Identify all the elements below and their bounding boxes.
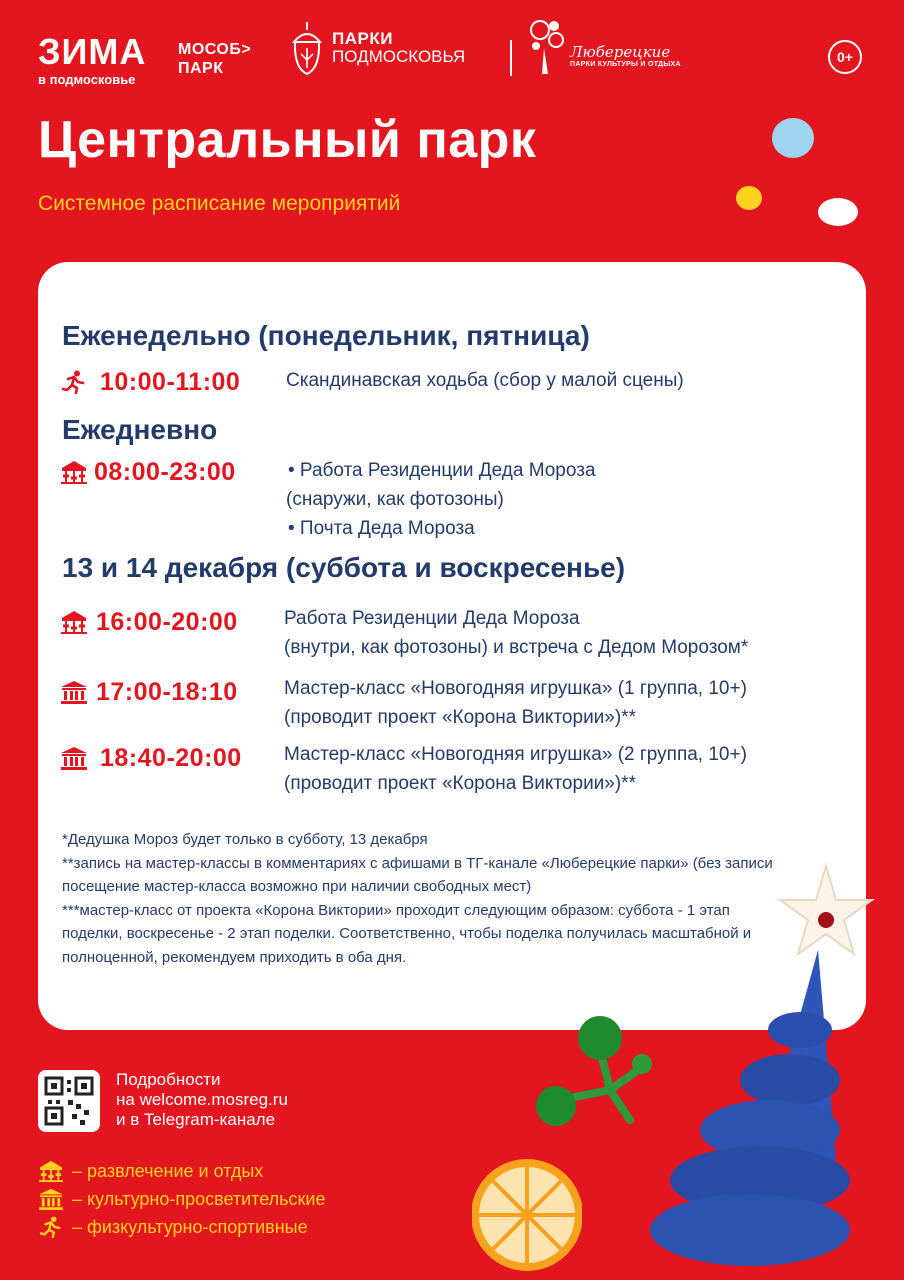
event-description <box>284 604 748 662</box>
event-description <box>284 740 747 798</box>
qr-code[interactable] <box>38 1070 100 1132</box>
section-weekend-heading: 13 и 14 декабря (суббота и воскресенье) <box>62 552 626 583</box>
details-link[interactable]: на welcome.mosreg.ru <box>116 1090 288 1109</box>
legend-label: – развлечение и отдых <box>72 1160 264 1181</box>
details-line: и в Telegram-канале <box>116 1110 276 1129</box>
qr-code-icon <box>38 1070 100 1132</box>
parki-podmoskovya-logo <box>290 20 465 76</box>
event-description <box>286 366 684 395</box>
details-line: Подробности <box>116 1070 221 1089</box>
event-description <box>284 674 747 732</box>
lyubertsy-logo-subtitle: ПАРКИ КУЛЬТУРЫ И ОТДЫХА <box>570 61 681 68</box>
event-description-line: (проводит проект «Корона Виктории»)** <box>284 707 636 728</box>
decor-dot <box>772 118 814 158</box>
zima-logo-title: ЗИМА <box>38 31 147 72</box>
zima-logo-subtitle: в подмосковье <box>38 72 136 87</box>
event-description-line: Скандинавская ходьба (сбор у малой сцены) <box>286 370 684 391</box>
acorn-icon <box>290 20 324 76</box>
event-time: 16:00-20:00 <box>96 608 238 636</box>
decor-dot <box>736 186 762 210</box>
section-daily-heading: Ежедневно <box>62 414 218 445</box>
museum-icon <box>38 1188 64 1210</box>
legend-item-sport <box>38 1216 308 1238</box>
zima-logo <box>38 31 147 87</box>
legend-label: – физкультурно-спортивные <box>72 1216 308 1237</box>
event-description <box>286 456 596 543</box>
carousel-icon <box>60 460 88 484</box>
footnote: ***мастер-класс от проекта «Корона Виктории» проходит следующим образом: суббота - 1 этап поделки, воскресенье - 2 этап поделки. Соответственно, чтобы поделка получилась масштабной и полноценной, рекомендуем приходить в оба дня. <box>62 901 752 966</box>
parki-logo-line2: ПОДМОСКОВЬЯ <box>332 47 466 66</box>
event-description-line: Мастер-класс «Новогодняя игрушка» (2 группа, 10+) <box>284 744 747 765</box>
event-description-line: • Работа Резиденции Деда Мороза <box>288 460 596 481</box>
logo-divider <box>510 40 512 76</box>
footnote: *Дедушка Мороз будет только в субботу, 13 декабря <box>62 831 428 848</box>
legend-item-cultural <box>38 1188 326 1210</box>
details-info <box>116 1070 288 1130</box>
runner-icon <box>60 370 88 394</box>
event-time: 17:00-18:10 <box>96 678 238 706</box>
orange-slice-decoration <box>472 1140 582 1280</box>
parki-logo-line1: ПАРКИ <box>332 29 393 48</box>
lyubertsy-parks-logo <box>526 18 681 74</box>
event-description-line: (проводит проект «Корона Виктории»)** <box>284 773 636 794</box>
decor-dot <box>818 198 858 226</box>
event-time: 18:40-20:00 <box>100 744 242 772</box>
museum-icon <box>60 680 88 704</box>
event-description-line: (снаружи, как фотозоны) <box>286 489 504 510</box>
mosobpark-logo-line2: ПАРК <box>178 60 224 77</box>
carousel-icon <box>60 610 88 634</box>
event-time: 10:00-11:00 <box>100 368 241 396</box>
age-rating-badge: 0+ <box>828 40 862 74</box>
christmas-tree-decoration <box>640 860 904 1280</box>
page-subtitle: Системное расписание мероприятий <box>38 192 401 215</box>
footnote: **запись на мастер-классы в комментариях с афишами в ТГ-канале «Люберецкие парки» (без записи посещение мастер-класса возможно при наличии свободных мест) <box>62 854 773 895</box>
museum-icon <box>60 746 88 770</box>
event-description-line: • Почта Деда Мороза <box>288 518 475 539</box>
legend-label: – культурно-просветительские <box>72 1188 326 1209</box>
runner-icon <box>38 1216 64 1238</box>
tree-icon <box>526 18 566 74</box>
page-title: Центральный парк <box>38 111 537 169</box>
carousel-icon <box>38 1160 64 1182</box>
mosobpark-logo-line1: МОСОБ> <box>178 41 252 58</box>
lyubertsy-logo-name: Люберецкие <box>570 43 671 61</box>
event-time: 08:00-23:00 <box>94 458 236 486</box>
legend-item-entertainment <box>38 1160 263 1182</box>
event-description-line: Работа Резиденции Деда Мороза <box>284 608 580 629</box>
berry-branch-decoration <box>520 1000 660 1140</box>
section-weekly-heading: Еженедельно (понедельник, пятница) <box>62 320 590 351</box>
event-description-line: (внутри, как фотозоны) и встреча с Дедом Морозом* <box>284 637 749 658</box>
mosobpark-logo <box>178 40 251 78</box>
event-description-line: Мастер-класс «Новогодняя игрушка» (1 группа, 10+) <box>284 678 747 699</box>
